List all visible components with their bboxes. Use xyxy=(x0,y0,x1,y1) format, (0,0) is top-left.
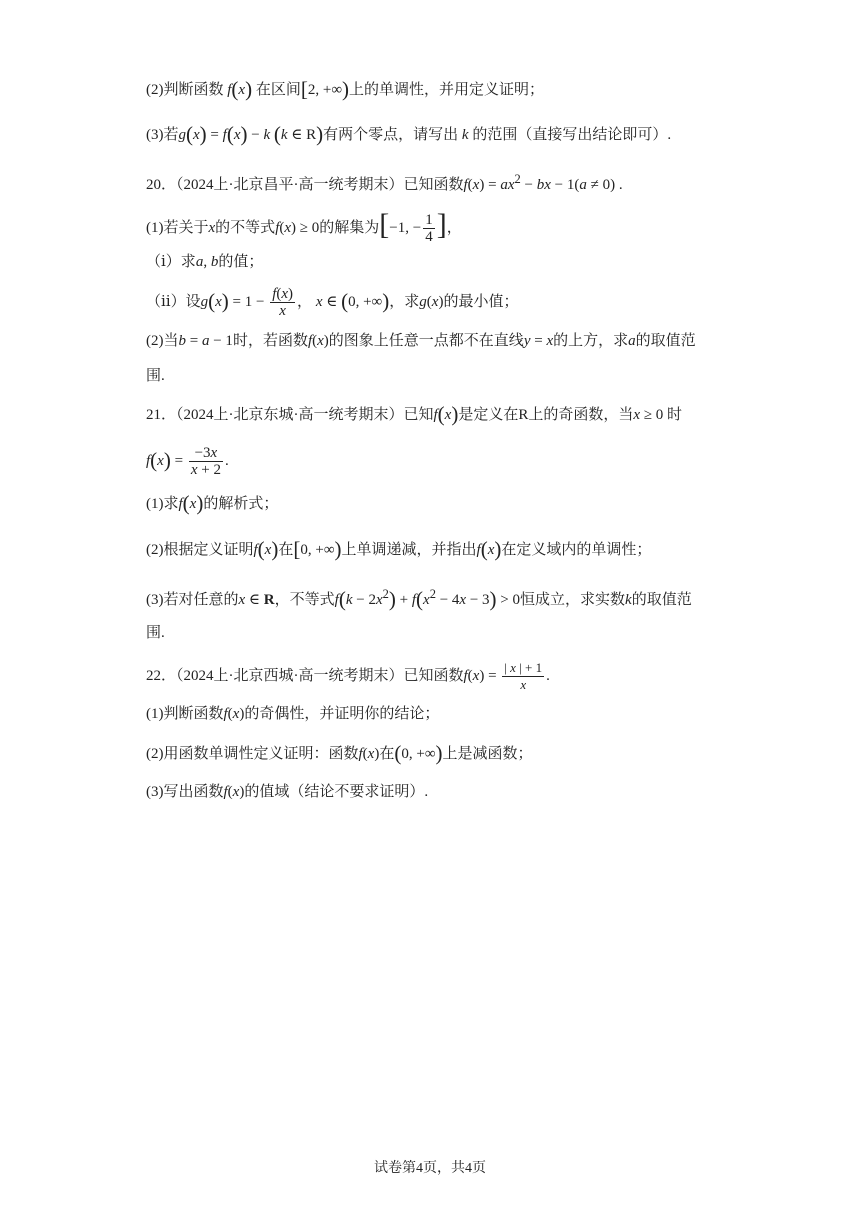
q21-part1: (1)求f(x)的解析式； xyxy=(146,491,279,515)
text: 时 xyxy=(667,407,683,423)
q20-part2-cont xyxy=(146,365,165,387)
text: 的奇偶性，并证明你的结论； xyxy=(244,706,440,722)
q20-sub-ii: （ⅱ）设g(x) = 1 − $\frac{f(x)}{x}$ ， x ∈ (0, +∞)，求g(x)的最小值； xyxy=(146,286,519,319)
text: （ⅰ）求 xyxy=(146,254,196,270)
q22-header: 22．（2024上·北京西城·高一统考期末）已知函数f(x) = $\frac{| x | + 1}{x}$ . xyxy=(146,660,550,692)
q21-formula: f(x) = $\frac{-3x}{x + 2}$ . xyxy=(146,445,229,478)
q22-part1: (1)判断函数f(x)的奇偶性，并证明你的结论； xyxy=(146,706,440,722)
text: 的上方，求 xyxy=(553,333,629,349)
text: 的最小值； xyxy=(443,293,519,310)
text: 恒成立，求实数 xyxy=(520,592,626,608)
text: 22．（2024上·北京西城·高一统考期末）已知函数 xyxy=(146,667,464,684)
text: ，求 xyxy=(389,293,420,310)
text: 围. xyxy=(146,625,165,641)
q21-part3: (3)若对任意的x ∈ R，不等式$f(k - 2x^2) + f(x^2 - 4x - 3) > 0$恒成立，求实数k的取值范 xyxy=(146,587,692,611)
q19-part3: (3)若g(x) = f(x) − k (k ∈ R)有两个零点，请写出 k 的范围（直接写出结论即可）. xyxy=(146,122,672,146)
text: (2)当 xyxy=(146,333,179,349)
text: 的解集为 xyxy=(319,219,380,236)
q22-part2: (2)用函数单调性定义证明：函数f(x)在(0, +∞)上是减函数； xyxy=(146,741,533,765)
text: 在区间 xyxy=(255,82,301,98)
q21-part3-cont xyxy=(146,622,165,644)
text: 是定义在 xyxy=(458,407,519,423)
text: 的图象上任意一点都不在直线 xyxy=(328,333,524,349)
text: 20．（2024上·北京昌平·高一统考期末）已知函数 xyxy=(146,177,464,193)
q20-part1: (1)若关于x的不等式f(x) ≥ 0的解集为[−1, − $\frac{1}{4}$ ]， xyxy=(146,207,462,245)
text: (1)判断函数 xyxy=(146,706,224,722)
q22-part3: (3)写出函数f(x)的值域（结论不要求证明）. xyxy=(146,784,429,800)
text: (1)若关于 xyxy=(146,219,209,236)
text: 围. xyxy=(146,368,165,384)
text: 的值域（结论不要求证明）. xyxy=(244,784,429,800)
text: 的解析式； xyxy=(203,496,279,512)
q20-header: 20．（2024上·北京昌平·高一统考期末）已知函数$f(x) = ax^2$ − bx − 1(a ≠ 0) . xyxy=(146,172,623,193)
text: 的不等式 xyxy=(215,219,276,236)
page-footer: 试卷第4页，共4页 xyxy=(374,1161,486,1176)
text: 有两个零点，请写出 xyxy=(323,127,459,143)
text: 的范围（直接写出结论即可）. xyxy=(472,127,672,143)
text: (3)写出函数 xyxy=(146,784,224,800)
text: 在 xyxy=(278,542,294,558)
text: (2)判断函数 xyxy=(146,82,224,98)
text: (3)若 xyxy=(146,127,179,143)
text: (2)用函数单调性定义证明：函数 xyxy=(146,746,359,762)
text: 的取值范 xyxy=(635,333,696,349)
text: 在 xyxy=(379,746,395,762)
q20-sub-i: （ⅰ）求a, b的值； xyxy=(146,254,264,270)
q21-part2: (2)根据定义证明f(x)在[0, +∞)上单调递减，并指出f(x)在定义域内的单调性； xyxy=(146,537,652,561)
q21-header: 21．（2024上·北京东城·高一统考期末）已知f(x)是定义在R上的奇函数，当x ≥ 0 时 xyxy=(146,402,683,426)
text: 上是减函数； xyxy=(442,746,533,762)
text: 上的奇函数，当 xyxy=(528,407,634,423)
text: 时，若函数 xyxy=(232,333,308,349)
text: 21．（2024上·北京东城·高一统考期末）已知 xyxy=(146,407,434,423)
text: 上单调递减，并指出 xyxy=(341,542,477,558)
text: ， xyxy=(297,293,313,310)
text: 的值； xyxy=(218,254,264,270)
text: (3)若对任意的 xyxy=(146,592,239,608)
text: 的取值范 xyxy=(631,592,692,608)
text: (1)求 xyxy=(146,496,179,512)
text: ，不等式 xyxy=(274,592,335,608)
text: （ⅱ）设 xyxy=(146,293,201,310)
text: (2)根据定义证明 xyxy=(146,542,254,558)
text: 在定义域内的单调性； xyxy=(501,542,652,558)
q20-part2: (2)当b = a − 1时，若函数f(x)的图象上任意一点都不在直线y = x的上方，求a的取值范 xyxy=(146,333,696,349)
text: 上的单调性，并用定义证明； xyxy=(349,82,545,98)
q19-part2: (2)判断函数 f(x) 在区间[2, +∞)上的单调性，并用定义证明； xyxy=(146,77,545,101)
